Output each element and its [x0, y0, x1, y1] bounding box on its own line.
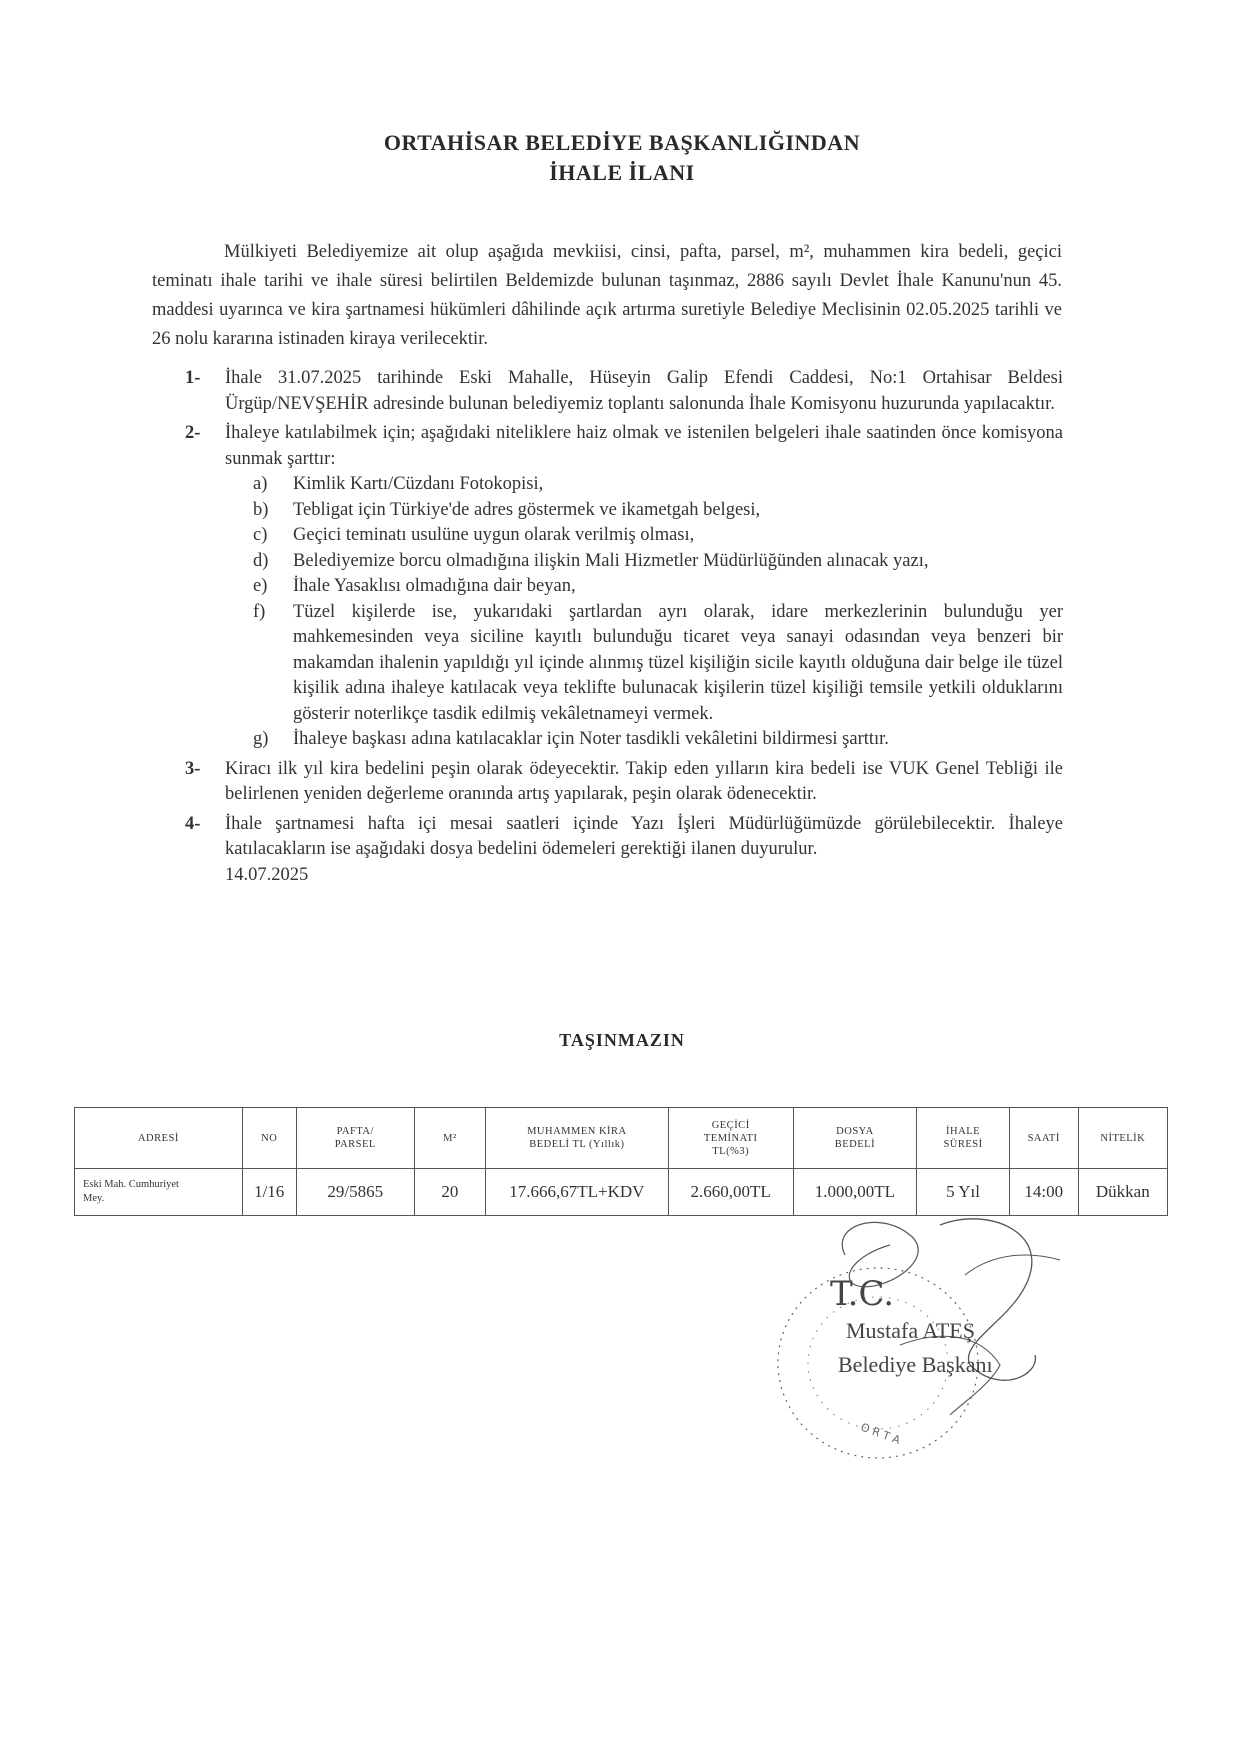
header-time: SAATİ	[1009, 1108, 1078, 1169]
header-deposit-line2: TEMİNATI	[703, 1132, 758, 1144]
item-number: 3-	[185, 758, 201, 779]
list-item	[185, 757, 1063, 808]
header-deposit	[668, 1108, 793, 1169]
header-type: NİTELİK	[1078, 1108, 1167, 1169]
header-rent-line2: BEDELİ TL (Yıllık)	[529, 1139, 625, 1150]
header-rent	[485, 1108, 668, 1169]
cell-address	[75, 1169, 243, 1216]
cell-type: Dükkan	[1078, 1169, 1167, 1216]
header-pafta-line2: PARSEL	[334, 1139, 376, 1150]
requirement-item	[253, 727, 1063, 753]
table-row	[75, 1169, 1168, 1216]
header-deposit-line1: GEÇİCİ	[711, 1119, 750, 1131]
header-file-fee	[793, 1108, 917, 1169]
cell-m2: 20	[414, 1169, 485, 1216]
header-m2: M²	[414, 1108, 485, 1169]
item-text: İhale 31.07.2025 tarihinde Eski Mahalle, Hüseyin Galip Efendi Caddesi, No:1 Ortahisar Beldesi Ürgüp/NEVŞEHİR adresinde bulunan belediyemiz toplantı salonunda İhale Komisyonu huzurunda yapılacaktır.	[225, 368, 1063, 414]
cell-time: 14:00	[1009, 1169, 1078, 1216]
header-duration	[917, 1108, 1010, 1169]
requirement-letter: e)	[253, 576, 268, 596]
cell-no: 1/16	[242, 1169, 296, 1216]
signature-flourish	[965, 1255, 1060, 1275]
requirement-item	[253, 574, 1063, 600]
requirement-item	[253, 549, 1063, 575]
header-duration-line2: SÜRESİ	[943, 1139, 983, 1150]
cell-address-line1: Eski Mah. Cumhuriyet	[83, 1179, 179, 1190]
requirement-item	[253, 600, 1063, 728]
requirement-text: Kimlik Kartı/Cüzdanı Fotokopisi,	[293, 474, 544, 494]
cell-file-fee: 1.000,00TL	[793, 1169, 917, 1216]
header-duration-line1: İHALE	[946, 1126, 981, 1137]
requirement-item	[253, 472, 1063, 498]
table-header-row	[75, 1108, 1168, 1169]
requirement-letter: d)	[253, 550, 269, 571]
header-no: NO	[242, 1108, 296, 1169]
header-address: ADRESİ	[75, 1108, 243, 1169]
property-table	[74, 1107, 1168, 1216]
intro-text: Mülkiyeti Belediyemize ait olup aşağıda mevkiisi, cinsi, pafta, parsel, m², muhammen kira bedeli, geçici teminatı ihale tarihi ve ihale süresi belirtilen Beldemizde bulunan taşınmaz, 2886 sayılı Devlet İhale Kanunu'nun 45. maddesi uyarınca ve kira şartnamesi hükümleri dâhilinde açık artırma suretiyle Belediye Meclisinin 02.05.2025 tarihli ve 26 nolu kararına istinaden kiraya verilecektir.	[152, 242, 1062, 349]
item-number: 1-	[185, 368, 201, 388]
cell-deposit: 2.660,00TL	[668, 1169, 793, 1216]
item-text: İhaleye katılabilmek için; aşağıdaki niteliklere haiz olmak ve istenilen belgeleri ihale saatinden önce komisyona sunmak şarttır:	[225, 423, 1063, 469]
requirement-text: Tebligat için Türkiye'de adres göstermek ve ikametgah belgesi,	[293, 499, 761, 520]
header-pafta-line1: PAFTA/	[336, 1126, 374, 1137]
header-pafta	[296, 1108, 414, 1169]
header-file-fee-line2: BEDELİ	[834, 1139, 876, 1150]
numbered-list	[185, 366, 1063, 892]
requirement-letter: b)	[253, 499, 269, 520]
stamp-emblem: T.C.	[830, 1274, 895, 1314]
signer-name: Mustafa ATEŞ	[846, 1318, 975, 1343]
signer-title: Belediye Başkanı	[838, 1352, 993, 1377]
requirements-list	[253, 472, 1063, 753]
table-title: TAŞINMAZIN	[559, 1030, 685, 1050]
cell-pafta: 29/5865	[296, 1169, 414, 1216]
item-text: İhale şartnamesi hafta içi mesai saatleri içinde Yazı İşleri Müdürlüğümüzde görülebilecektir. İhaleye katılacakların ise aşağıdaki dosya bedelini ödemeleri gerektiği ilanen duyurulur.	[225, 813, 1063, 859]
item-number: 4-	[185, 813, 201, 834]
header-deposit-line3: TL(%3)	[712, 1145, 750, 1157]
requirement-item	[253, 498, 1063, 524]
cell-duration: 5 Yıl	[917, 1169, 1010, 1216]
list-item	[185, 366, 1063, 417]
requirement-letter: c)	[253, 525, 268, 545]
requirement-letter: f)	[253, 601, 266, 622]
cell-address-line2: Mey.	[83, 1193, 105, 1204]
item-text: Kiracı ilk yıl kira bedelini peşin olarak ödeyecektir. Takip eden yılların kira bedeli ise VUK Genel Tebliği ile belirlenen yeniden değerleme oranında artış yapılarak, peşin olarak ödenecektir.	[225, 758, 1063, 804]
item-number: 2-	[185, 423, 201, 443]
cell-rent: 17.666,67TL+KDV	[485, 1169, 668, 1216]
intro-paragraph	[152, 238, 1062, 354]
notice-date: 14.07.2025	[225, 864, 309, 885]
requirement-letter: g)	[253, 729, 269, 749]
requirement-text: İhale Yasaklısı olmadığına dair beyan,	[293, 576, 576, 596]
requirement-text: Geçici teminatı usulüne uygun olarak verilmiş olması,	[293, 525, 695, 545]
stamp-letters: O R T A	[858, 1420, 902, 1447]
requirement-text: Tüzel kişilerde ise, yukarıdaki şartlardan ayrı olarak, idare merkezlerinin bulunduğu yer mahkemesinden veya siciline kayıtlı bulunduğu ticaret veya sanayi odasından veya benzeri bir makamdan ihalenin yapıldığı yıl içinde alınmış tüzel kişiliğin sicile kayıtlı olduğuna dair belge ile tüzel kişilik adına ihaleye katılacak veya teklifte bulunacak kişilerin tüzel kişiliği temsile yetkili olduklarını gösterir noterlikçe tasdik edilmiş vekâletnameyi vermek.	[293, 601, 1063, 724]
requirement-text: İhaleye başkası adına katılacaklar için Noter tasdikli vekâletini bildirmesi şarttır.	[293, 729, 889, 749]
header-notice-title: İHALE İLANI	[549, 160, 695, 185]
header-institution: ORTAHİSAR BELEDİYE BAŞKANLIĞINDAN	[383, 130, 861, 155]
header-rent-line1: MUHAMMEN KİRA	[527, 1126, 627, 1137]
requirement-text: Belediyemize borcu olmadığına ilişkin Mali Hizmetler Müdürlüğünden alınacak yazı,	[293, 550, 929, 571]
list-item	[185, 421, 1063, 753]
header-file-fee-line1: DOSYA	[836, 1126, 874, 1137]
requirement-item	[253, 523, 1063, 549]
requirement-letter: a)	[253, 474, 268, 494]
list-item	[185, 812, 1063, 889]
